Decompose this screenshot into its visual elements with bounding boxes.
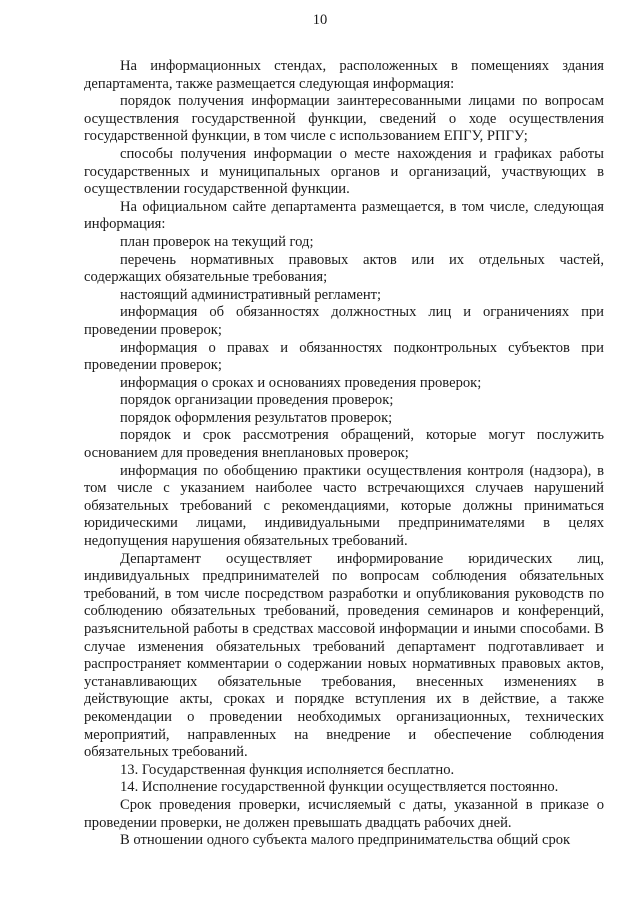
paragraph-item-13: 13. Государственная функция исполняется бесплатно. <box>120 761 455 778</box>
page-number: 10 <box>312 12 328 28</box>
paragraph-website-intro: На официальном сайте департамента размещается, в том числе, следующая информация: <box>84 198 604 233</box>
paragraph-small-business-term: В отношении одного субъекта малого предпринимательства общий срок <box>120 832 571 849</box>
paragraph-organization-order: порядок организации проведения проверок; <box>120 392 394 409</box>
paragraph-terms-grounds: информация о сроках и основаниях проведения проверок; <box>120 374 482 391</box>
paragraph-info-location: способы получения информации о месте нахождения и графиках работы государственных и муниципальных органов и организаций, участвующих в осуществлении государственной функции. <box>84 145 604 198</box>
paragraph-info-procedure: порядок получения информации заинтересованными лицами по вопросам осуществления государственной функции, сведений о ходе осуществления государственной функции, в том числе с использованием ЕПГУ, РПГУ; <box>84 93 604 145</box>
paragraph-item-14: 14. Исполнение государственной функции осуществляется постоянно. <box>120 779 559 796</box>
paragraph-legal-acts-list: перечень нормативных правовых актов или их отдельных частей, содержащих обязательные требования; <box>84 251 604 286</box>
paragraph-appeals-order: порядок и срок рассмотрения обращений, которые могут послужить основанием для проведения внеплановых проверок; <box>84 427 604 462</box>
document-body <box>84 58 604 850</box>
paragraph-inspection-term: Срок проведения проверки, исчисляемый с даты, указанной в приказе о проведении проверки, не должен превышать двадцать рабочих дней. <box>84 796 604 831</box>
paragraph-department-informing: Департамент осуществляет информирование юридических лиц, индивидуальных предпринимателей по вопросам соблюдения обязательных требований, в том числе посредством разработки и опубликования руководств по соблюдению обязательных требований, проведения семинаров и конференций, разъяснительной работы в средствах массовой информации и иными способами. В случае изменения обязательных требований департамент подготавливает и распространяет комментарии о содержании новых нормативных правовых актов, устанавливающих обязательные требования, внесенных изменениях в действующие акты, сроках и порядке вступления их в действие, а также рекомендации о проведении необходимых организационных, технических мероприятий, направленных на внедрение и обеспечение соблюдения обязательных требований. <box>84 550 604 761</box>
paragraph-inspection-plan: план проверок на текущий год; <box>120 233 314 250</box>
paragraph-results-order: порядок оформления результатов проверок; <box>120 409 393 426</box>
paragraph-regulation: настоящий административный регламент; <box>120 286 382 303</box>
paragraph-stands-intro: На информационных стендах, расположенных в помещениях здания департамента, также размещается следующая информация: <box>84 58 604 92</box>
paragraph-officials-duties: информация об обязанностях должностных лиц и ограничениях при проведении проверок; <box>84 304 604 338</box>
paragraph-subjects-rights: информация о правах и обязанностях подконтрольных субъектов при проведении проверок; <box>84 339 604 374</box>
paragraph-practice-summary: информация по обобщению практики осуществления контроля (надзора), в том числе с указанием наиболее часто встречающихся случаев нарушений обязательных требований с рекомендациями, которые должны приниматься юридическими лицами, индивидуальными предпринимателями в целях недопущения нарушения обязательных требований. <box>84 462 604 550</box>
